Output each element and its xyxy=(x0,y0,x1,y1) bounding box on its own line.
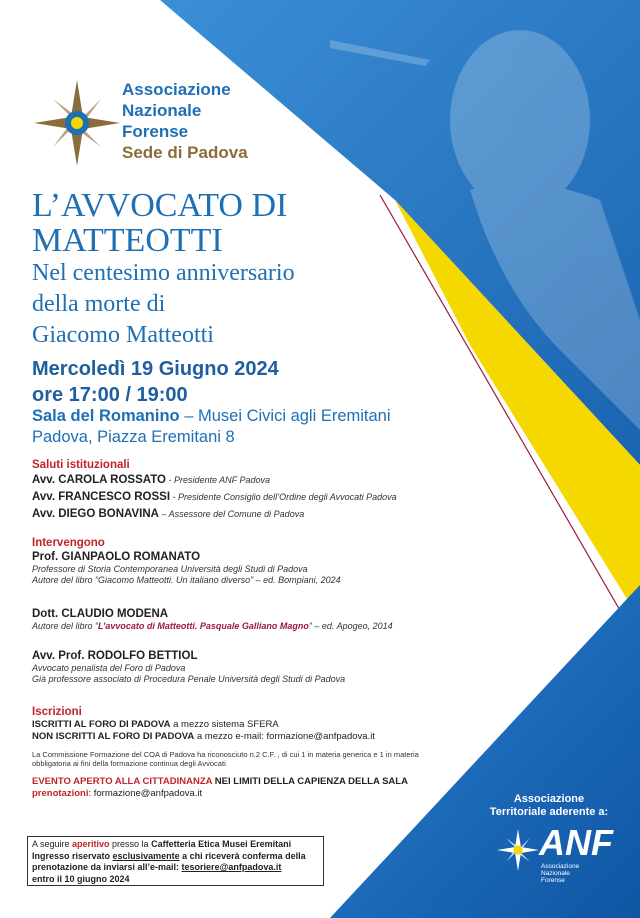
logo-line-2: Nazionale xyxy=(122,101,202,120)
aperitivo-box xyxy=(27,836,324,886)
anf-subtext xyxy=(541,863,579,884)
speaker-3-line-2: Già professore associato di Procedura Penale Università degli Studi di Padova xyxy=(32,674,346,684)
iscrizioni-l2-rest: a mezzo e-mail: formazione@anfpadova.it xyxy=(194,731,375,742)
event-subtitle xyxy=(32,258,295,351)
prenotazioni-rest: : formazione@anfpadova.it xyxy=(88,788,203,799)
venue-name: Sala del Romanino xyxy=(32,407,180,425)
box-c2[interactable]: tesoriere@anfpadova.it xyxy=(181,862,282,872)
speaker-2-post: ” – ed. Apogeo, 2014 xyxy=(308,621,393,631)
subtitle-line-2: della morte di xyxy=(32,291,166,317)
saluti-heading: Saluti istituzionali xyxy=(32,459,130,471)
speaker-1-line-2: Autore del libro “Giacomo Matteotti. Un italiano diverso” – ed. Bompiani, 2024 xyxy=(32,575,341,585)
intervengono-section xyxy=(32,536,341,586)
box-b3: a chi riceverà conferma della xyxy=(179,850,306,861)
title-line-2: MATTEOTTI xyxy=(32,222,223,259)
speaker-2-pre: Autore del libro “ xyxy=(32,621,99,631)
logo-line-1: Associazione xyxy=(122,80,231,99)
venue-rest: – Musei Civici agli Eremitani xyxy=(179,407,391,425)
logo-line-4: Sede di Padova xyxy=(122,143,248,162)
box-b2: esclusivamente xyxy=(112,850,180,861)
open-event-red: EVENTO APERTO ALLA CITTADINANZA xyxy=(32,776,213,787)
anf-letters: ANF xyxy=(539,822,613,863)
event-venue xyxy=(32,406,391,448)
association-logo-text xyxy=(122,79,248,163)
event-title xyxy=(32,188,287,258)
saluti-name-2: Avv. FRANCESCO ROSSI xyxy=(32,491,171,503)
box-c1: prenotazione da inviarsi all’e-mail: xyxy=(32,862,182,872)
anf-star-icon xyxy=(497,829,539,871)
speaker-3-name: Avv. Prof. RODOLFO BETTIOL xyxy=(32,650,198,662)
box-a1: A seguire xyxy=(32,839,73,849)
credits-note-2: obbligatoria ai fini della formazione continua degli Avvocati xyxy=(32,759,226,768)
anf-sub-1: Associazione xyxy=(541,863,580,870)
event-time: ore 17:00 / 19:00 xyxy=(32,384,188,406)
venue-address: Padova, Piazza Eremitani 8 xyxy=(32,428,235,446)
credits-note-1: La Commissione Formazione del COA di Padova ha riconosciuto n.2 C.F. , di cui 1 in materia generica e 1 in materia xyxy=(32,750,419,759)
subtitle-line-1: Nel centesimo anniversario xyxy=(32,260,295,286)
box-a4: Caffetteria Etica Musei Eremitani xyxy=(151,839,292,849)
speaker-1-name: Prof. GIANPAOLO ROMANATO xyxy=(32,551,201,563)
speaker-2-book: L’avvocato di Matteotti. Pasquale Galliano Magno xyxy=(98,621,309,631)
prenotazioni-label: prenotazioni xyxy=(32,788,89,799)
anf-affiliation-label xyxy=(484,793,614,819)
speaker-2 xyxy=(32,607,393,632)
speaker-1-line-1: Professore di Storia Contemporanea Università degli Studi di Padova xyxy=(32,564,308,574)
event-datetime xyxy=(32,356,279,408)
speaker-3-line-1: Avvocato penalista del Foro di Padova xyxy=(32,663,186,673)
saluti-name-1: Avv. CAROLA ROSSATO xyxy=(32,474,166,486)
saluti-role-1: - Presidente ANF Padova xyxy=(165,475,271,485)
speaker-2-name: Dott. CLAUDIO MODENA xyxy=(32,608,169,620)
anf-label-line-1: Associazione xyxy=(513,793,585,805)
anf-logo xyxy=(497,823,617,885)
saluti-section xyxy=(32,458,397,521)
compass-star-icon xyxy=(34,80,120,166)
speaker-3 xyxy=(32,649,345,685)
anf-sub-3: Forense xyxy=(541,877,565,884)
box-a3: presso la xyxy=(109,839,152,849)
title-line-1: L’AVVOCATO DI xyxy=(32,187,288,224)
anf-label-line-2: Territoriale aderente a: xyxy=(489,806,609,818)
saluti-role-3: – Assessore del Comune di Padova xyxy=(158,509,305,519)
iscrizioni-l2-bold: NON ISCRITTI AL FORO DI PADOVA xyxy=(32,731,195,742)
subtitle-line-3: Giacomo Matteotti xyxy=(32,322,214,348)
saluti-role-2: - Presidente Consiglio dell’Ordine degli Avvocati Padova xyxy=(170,492,397,502)
iscrizioni-l1-rest: a mezzo sistema SFERA xyxy=(170,719,279,730)
open-event-rest: NEI LIMITI DELLA CAPIENZA DELLA SALA xyxy=(212,776,408,787)
logo-line-3: Forense xyxy=(122,122,189,141)
iscrizioni-l1-bold: ISCRITTI AL FORO DI PADOVA xyxy=(32,719,171,730)
box-a2: aperitivo xyxy=(72,839,110,849)
iscrizioni-heading: Iscrizioni xyxy=(32,706,82,718)
box-d1: entro il 10 giugno 2024 xyxy=(32,873,130,884)
iscrizioni-section xyxy=(32,705,419,800)
saluti-name-3: Avv. DIEGO BONAVINA xyxy=(32,508,159,520)
anf-sub-2: Nazionale xyxy=(541,870,570,877)
event-date: Mercoledì 19 Giugno 2024 xyxy=(32,358,279,380)
box-b1: Ingresso riservato xyxy=(32,850,113,861)
intervengono-heading: Intervengono xyxy=(32,537,105,549)
